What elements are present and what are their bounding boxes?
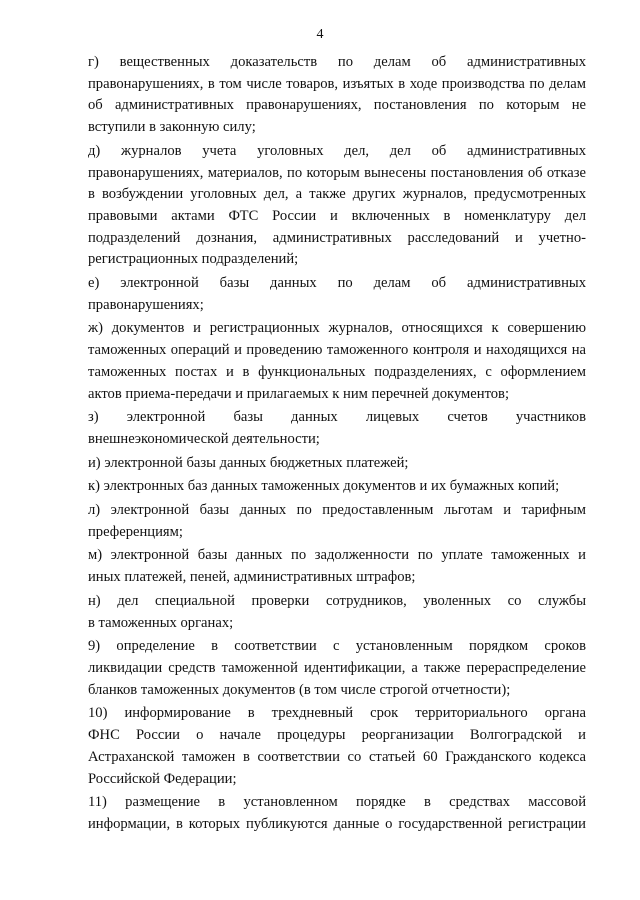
paragraph-11 [88,792,586,835]
paragraph-g [88,52,586,139]
paragraph-first-line: ж) документов и регистрационных журналов, относящихся к совершению [88,320,586,337]
paragraph-first-line: г) вещественных доказательств по делам об административных [88,54,586,70]
paragraph-e [88,273,586,316]
paragraph-continuation: информации, в которых публикуются данные о государственной регистрации [88,815,586,832]
paragraph-continuation: в таможенных органах; [88,614,234,631]
paragraph-continuation: ФНС России о начале процедуры реорганизации Волгоградской и Астраханской таможен в соответствии со статьей 60 Гражданского кодекса Российской Федерации; [88,727,586,787]
paragraph-z [88,407,586,450]
paragraph-first-line: д) журналов учета уголовных дел, дел об административных [88,142,586,159]
paragraph-m [88,545,586,588]
paragraph-first-line: 11) размещение в установленном порядке в средствах массовой [88,794,586,811]
paragraph-10 [88,703,586,790]
paragraph-continuation: преференциям; [88,523,183,540]
paragraph-continuation: иных платежей, пеней, административных штрафов; [88,569,416,586]
paragraph-continuation: ликвидации средств таможенной идентификации, а также перераспределение бланков таможенных документов (в том числе строгой отчетности); [88,659,586,698]
paragraph-first-line: 10) информирование в трехдневный срок территориального органа [88,705,586,722]
document-body [88,52,586,838]
paragraph-n [88,591,586,634]
paragraph-continuation: правонарушениях; [88,296,204,313]
paragraph-first-line: н) дел специальной проверки сотрудников, уволенных со службы [88,592,586,609]
paragraph-k [88,476,586,498]
paragraph-first-line: 9) определение в соответствии с установленным порядком сроков [88,638,586,655]
paragraph-first-line: к) электронных баз данных таможенных документов и их бумажных копий; [88,478,560,495]
paragraph-continuation: внешнеэкономической деятельности; [88,430,320,447]
paragraph-d [88,141,586,271]
paragraph-l [88,500,586,543]
paragraph-first-line: и) электронной базы данных бюджетных платежей; [88,454,409,471]
paragraph-first-line: з) электронной базы данных лицевых счетов участников [88,409,586,426]
paragraph-i [88,453,586,475]
page-number: 4 [316,27,324,42]
paragraph-zh [88,318,586,405]
paragraph-continuation: правонарушениях, материалов, по которым вынесены постановления об отказе в возбуждении уголовных дел, а также других журналов, предусмотренных правовыми актами ФТС России и включенных в номенклатуру дел подразделений дознания, административных расследований и учетно-регистрационных подразделений; [88,164,586,268]
paragraph-first-line: е) электронной базы данных по делам об административных [88,275,586,292]
paragraph-first-line: м) электронной базы данных по задолженности по уплате таможенных и [88,547,586,564]
paragraph-continuation: правонарушениях, в том числе товаров, изъятых в ходе производства по делам об административных правонарушениях, постановления по которым не вступили в законную силу; [88,75,586,136]
paragraph-first-line: л) электронной базы данных по предоставленным льготам и тарифным [88,502,586,519]
paragraph-9 [88,636,586,701]
paragraph-continuation: таможенных операций и проведению таможенного контроля и находящихся на таможенных постах и в функциональных подразделениях, с оформлением актов приема-передачи и прилагаемых к ним перечней документов; [88,342,586,402]
